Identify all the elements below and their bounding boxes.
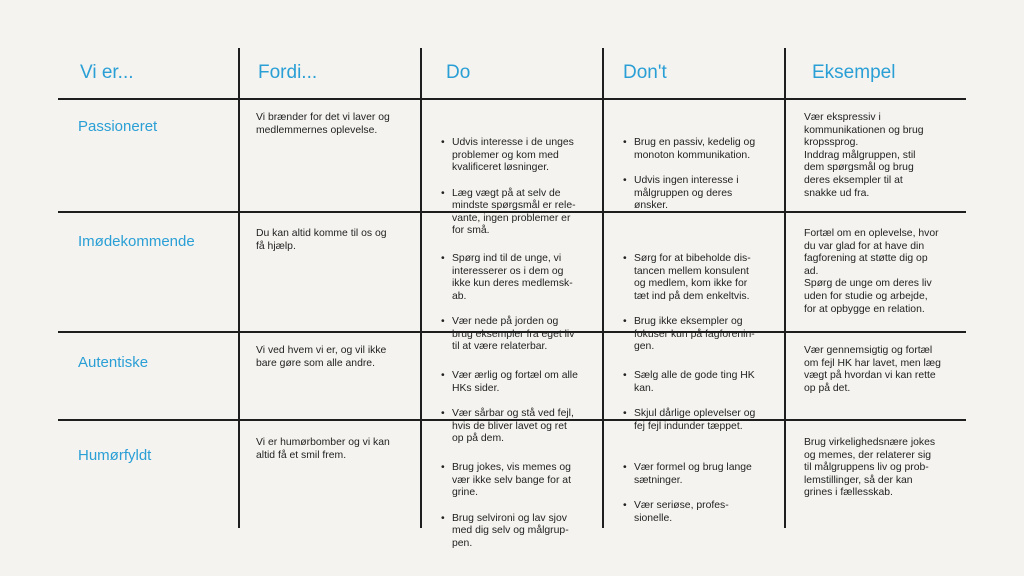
dont-cell xyxy=(621,112,755,238)
header-fordi: Fordi... xyxy=(258,62,318,83)
eksempel-cell: Fortæl om en oplevelse, hvor du var glad for at have din fagforening at støtte dig op ad. Spørg de unge om deres liv uden for studie og arbejde, for at opbygge en relation. xyxy=(804,228,939,315)
list-item: • Udvis ingen interesse i målgruppen og deres ønsker. xyxy=(634,175,755,213)
column-divider xyxy=(238,48,240,528)
list-item: • Vær sårbar og stå ved fejl, hvis de bliver lavet og ret op på dem. xyxy=(452,408,578,446)
fordi-cell: Vi brænder for det vi laver og medlemmernes oplevelse. xyxy=(256,112,390,136)
list-item: • Skjul dårlige oplevelser og fej fejl indunder tæppet. xyxy=(634,408,755,433)
row-label-humorfyldt: Humørfyldt xyxy=(78,447,152,464)
list-item: • Brug selvironi og lav sjov med dig selv og målgrup- pen. xyxy=(452,513,571,551)
list-item: • Udvis interesse i de unges problemer og kom med kvalificeret løsninger. xyxy=(452,137,576,175)
fordi-cell: Du kan altid komme til os og få hjælp. xyxy=(256,228,387,252)
row-label-passioneret: Passioneret xyxy=(78,118,158,135)
fordi-cell: Vi ved hvem vi er, og vil ikke bare gøre som alle andre. xyxy=(256,345,387,369)
list-item: • Brug en passiv, kedelig og monoton kommunikation. xyxy=(634,137,755,162)
column-divider xyxy=(420,48,422,528)
values-table xyxy=(58,48,966,549)
header-vi-er: Vi er... xyxy=(80,62,134,83)
list-item: • Sælg alle de gode ting HK kan. xyxy=(634,370,755,395)
list-item: • Brug jokes, vis memes og vær ikke selv bange for at grine. xyxy=(452,462,571,500)
row-label-autentiske: Autentiske xyxy=(78,354,149,371)
fordi-cell: Vi er humørbomber og vi kan altid få et smil frem. xyxy=(256,437,390,461)
list-item: • Vær nede på jorden og brug eksempler fra eget liv til at være relaterbar. xyxy=(452,316,574,354)
list-item: • Vær ærlig og fortæl om alle HKs sider. xyxy=(452,370,578,395)
do-cell xyxy=(439,437,571,576)
row-label-imodekommende: Imødekommende xyxy=(78,233,195,250)
list-item: • Vær formel og brug lange sætninger. xyxy=(634,462,752,487)
list-item: • Brug ikke eksempler og fokuser kun på fagforenin- gen. xyxy=(634,316,755,354)
header-eksempel: Eksempel xyxy=(812,62,896,83)
list-item: • Sørg for at bibeholde dis- tancen mellem konsulent og medlem, kom ikke for tæt ind på dem enkeltvis. xyxy=(634,253,755,303)
dont-cell xyxy=(621,437,752,550)
eksempel-cell: Vær ekspressiv i kommunikationen og brug kropssprog. Inddrag målgruppen, stil dem spørgsmål og brug deres eksempler til at snakke ud fra. xyxy=(804,112,924,199)
eksempel-cell: Vær gennemsigtig og fortæl om fejl HK har lavet, men læg vægt på hvordan vi kan rette op på det. xyxy=(804,345,941,394)
header-do: Do xyxy=(446,62,471,83)
eksempel-cell: Brug virkelighedsnære jokes og memes, der relaterer sig til målgruppens liv og prob- lemstillinger, så der kan grines i fællesskab. xyxy=(804,437,936,499)
column-divider xyxy=(784,48,786,528)
column-divider xyxy=(602,48,604,528)
list-item: • Læg vægt på at selv de mindste spørgsmål er rele- vante, ingen problemer er for små. xyxy=(452,188,576,238)
row-divider xyxy=(58,98,966,100)
list-item: • Vær seriøse, profes- sionelle. xyxy=(634,500,752,525)
list-item: • Spørg ind til de unge, vi interesserer os i dem og ikke kun deres medlemsk- ab. xyxy=(452,253,574,303)
header-dont: Don't xyxy=(623,62,667,83)
